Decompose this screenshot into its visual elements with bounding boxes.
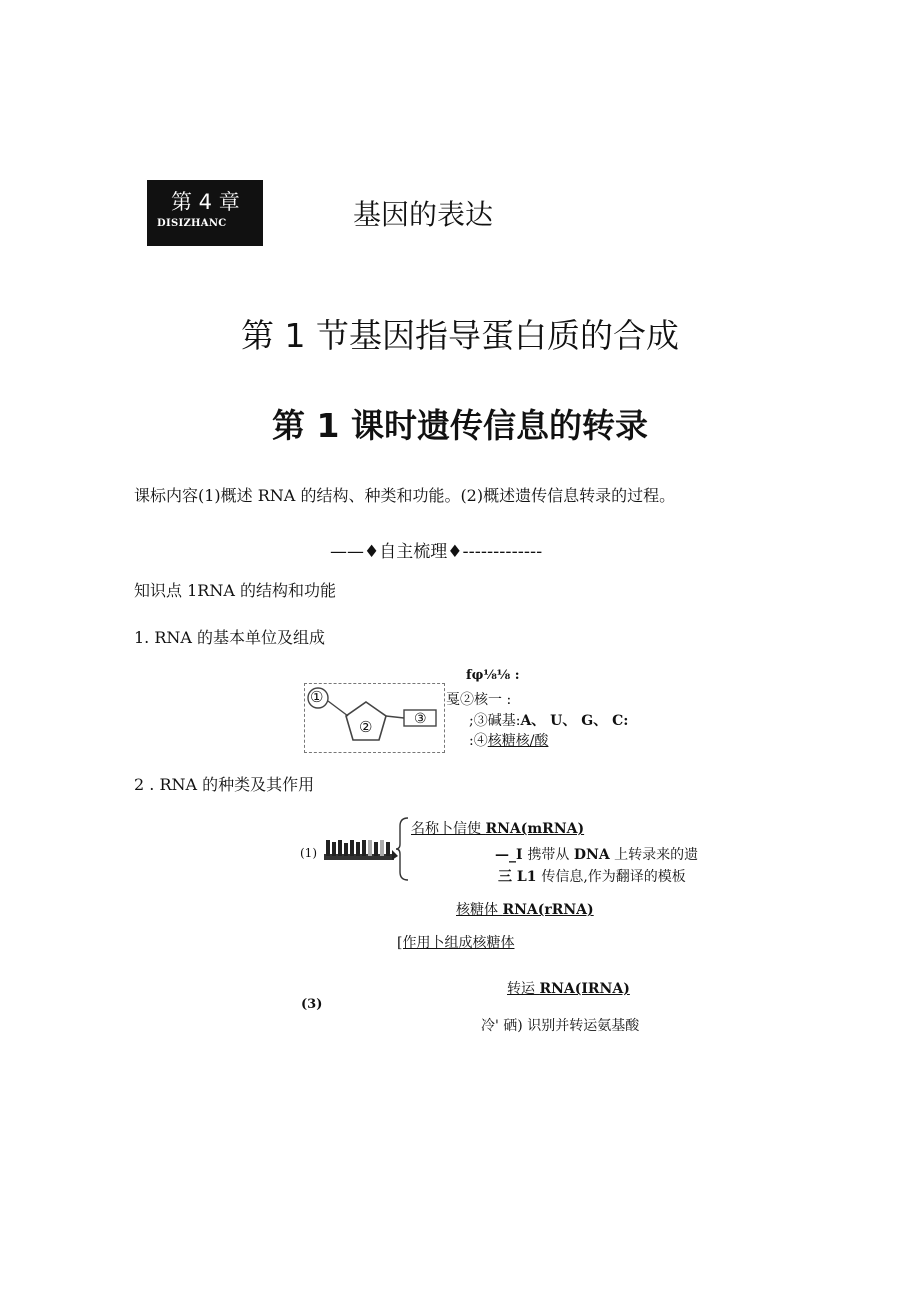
chapter-title: 基因的表达	[353, 198, 494, 231]
phosphate-label: ①	[310, 688, 324, 706]
nucleotide-name: 核糖核/酸	[487, 733, 549, 749]
nucleotide-prefix: :④	[469, 733, 488, 749]
rrna-role: [作用卜组成核糖体	[397, 935, 515, 951]
mrna-brace	[396, 816, 410, 882]
lesson-title: 第 1 课时遗传信息的转录	[272, 406, 648, 445]
rrna-name-term: RNA(rRNA)	[502, 902, 594, 918]
diagram-line-4	[469, 730, 548, 750]
rrna-name-label: 核糖体	[456, 902, 503, 918]
diagram-line-2: 戛②核一 :	[446, 692, 512, 708]
mrna-strand-icon	[322, 836, 398, 864]
trna-name-term: RNA(IRNA)	[539, 981, 630, 997]
mrna-marker: (1)	[300, 846, 317, 860]
item1-heading: 1. RNA 的基本单位及组成	[134, 628, 326, 647]
trna-name-label: 转运	[507, 981, 540, 997]
mrna-name	[411, 818, 584, 838]
mrna-name-term: RNA(mRNA)	[485, 821, 585, 837]
base-label: ③	[414, 711, 427, 727]
mrna-role-line-1: —_I 携带从 DNA 上转录来的遗	[495, 847, 699, 863]
rrna-name	[456, 899, 594, 919]
self-study-divider	[330, 537, 542, 562]
trna-role: 冷' 硒) 识别并转运氨基酸	[481, 1018, 640, 1034]
base-list: A、 U、 G、 C:	[520, 713, 629, 729]
chapter-badge	[147, 180, 263, 246]
section-title: 第 1 节基因指导蛋白质的合成	[241, 316, 679, 355]
item2-heading: 2 . RNA 的种类及其作用	[134, 775, 315, 794]
divider-label: 自主梳理	[379, 542, 448, 562]
chapter-pinyin: DISIZHANC	[157, 218, 227, 229]
trna-name	[507, 978, 630, 998]
diagram-line-3	[469, 710, 628, 730]
knowledge-point-heading: 知识点 1RNA 的结构和功能	[134, 581, 336, 600]
ribose-label: ②	[359, 718, 373, 736]
divider-right: ♦-------------	[447, 542, 543, 562]
curriculum-text: 课标内容(1)概述 RNA 的结构、种类和功能。(2)概述遗传信息转录的过程。	[134, 486, 676, 505]
trna-marker: (3)	[301, 997, 323, 1012]
chapter-number: 第 4 章	[171, 190, 240, 214]
mrna-role-line-2: 三 L1 传信息,作为翻译的模板	[498, 869, 686, 885]
mrna-name-label: 名称卜信使	[411, 821, 486, 837]
base-prefix: ;③碱基:	[469, 713, 521, 729]
diagram-line-1: fφ⅛⅛ :	[466, 668, 520, 683]
divider-left: ——♦	[330, 542, 380, 562]
